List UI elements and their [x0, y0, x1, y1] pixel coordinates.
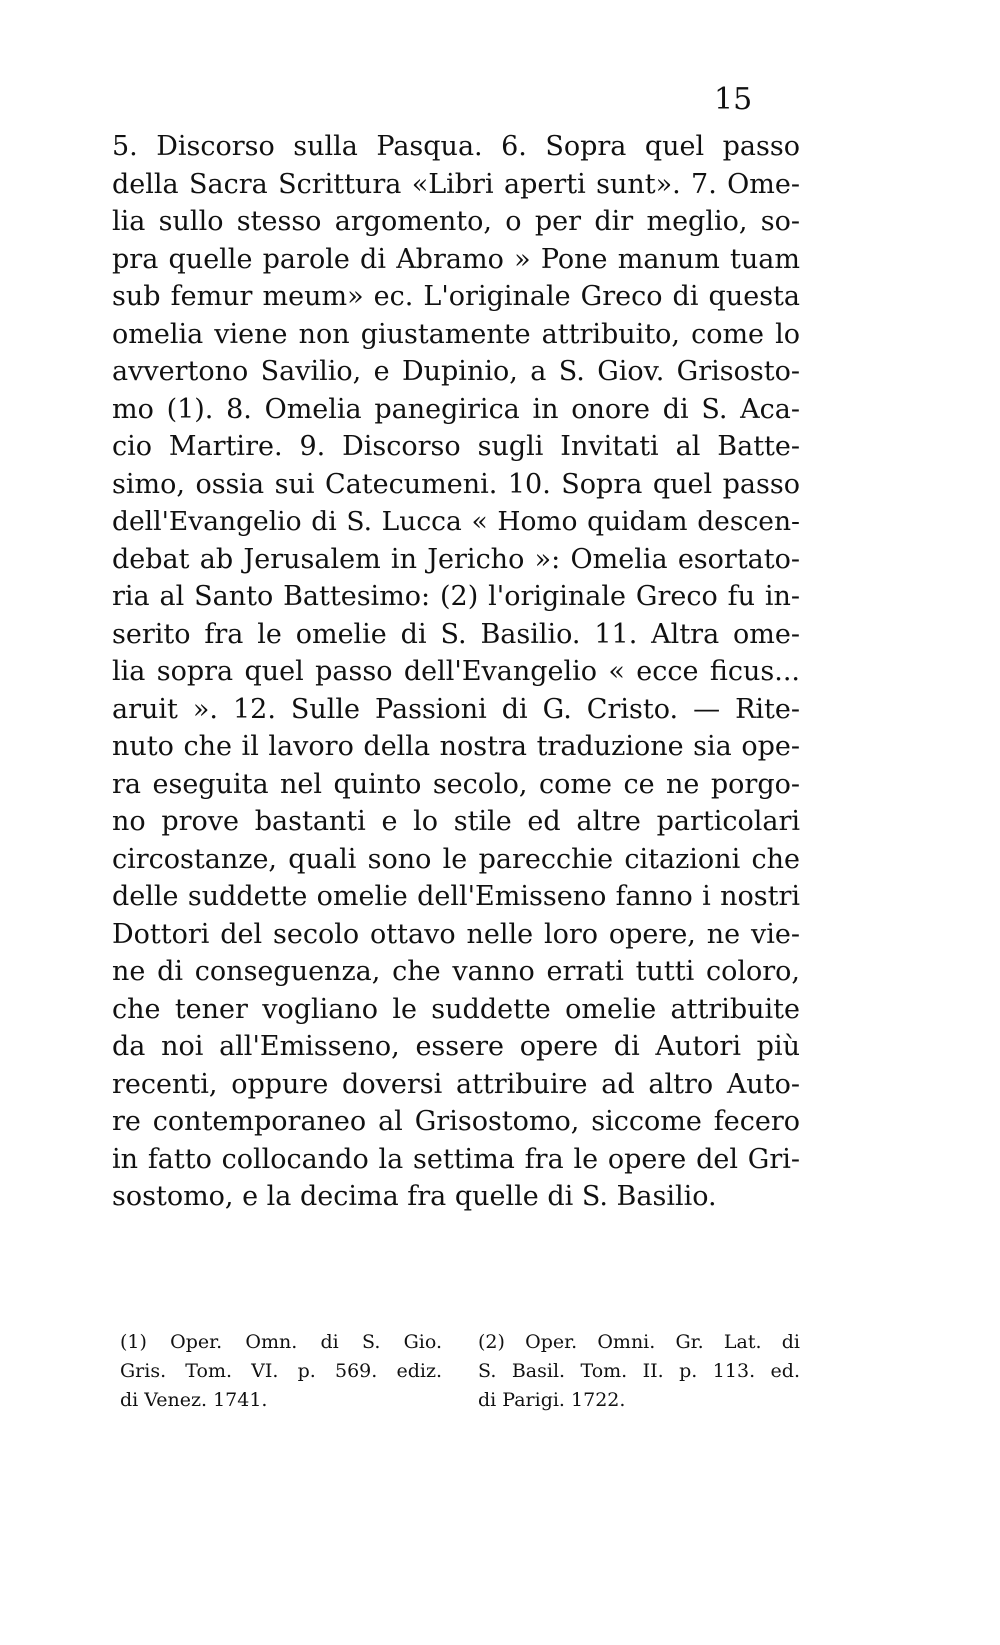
- body-line: no prove bastanti e lo stile ed altre particolari: [112, 806, 800, 837]
- body-line: che tener vogliano le suddette omelie attribuite: [112, 993, 800, 1025]
- body-line: recenti, oppure doversi attribuire ad altro Auto-: [112, 1068, 800, 1100]
- footnotes: [120, 1328, 800, 1415]
- page-number: 15: [714, 82, 753, 117]
- footnote-line: Gris. Tom. VI. p. 569. ediz.: [120, 1360, 442, 1382]
- body-line: serito fra le omelie di S. Basilio. 11. Altra ome-: [112, 618, 800, 650]
- body-line: avvertono Savilio, e Dupinio, a S. Giov. Grisosto-: [112, 356, 800, 387]
- body-line: omelia viene non giustamente attribuito, come lo: [112, 318, 800, 350]
- footnote-line: (2) Oper. Omni. Gr. Lat. di: [478, 1331, 800, 1353]
- body-line: delle suddette omelie dell'Emisseno fanno i nostri: [112, 881, 800, 912]
- body-line: lia sopra quel passo dell'Evangelio « ecce ficus...: [112, 656, 800, 687]
- body-line: da noi all'Emisseno, essere opere di Autori più: [112, 1031, 800, 1062]
- body-line: mo (1). 8. Omelia panegirica in onore di S. Aca-: [112, 393, 800, 425]
- body-line: cio Martire. 9. Discorso sugli Invitati al Batte-: [112, 431, 800, 462]
- body-line: della Sacra Scrittura «Libri aperti sunt». 7. Ome-: [112, 168, 800, 200]
- body-line: simo, ossia sui Catecumeni. 10. Sopra quel passo: [112, 468, 800, 500]
- body-line: sub femur meum» ec. L'originale Greco di questa: [112, 281, 800, 312]
- body-line: circostanze, quali sono le parecchie citazioni che: [112, 843, 800, 875]
- body-line: aruit ». 12. Sulle Passioni di G. Cristo. — Rite-: [112, 693, 800, 725]
- body-line: pra quelle parole di Abramo » Pone manum tuam: [112, 243, 800, 275]
- footnote-line: (1) Oper. Omn. di S. Gio.: [120, 1331, 442, 1353]
- body-text: [112, 128, 800, 1216]
- body-line: Dottori del secolo ottavo nelle loro opere, ne vie-: [112, 918, 800, 950]
- footnote-line: S. Basil. Tom. II. p. 113. ed.: [478, 1360, 800, 1382]
- footnote-2: [478, 1328, 800, 1415]
- body-line: 5. Discorso sulla Pasqua. 6. Sopra quel passo: [112, 131, 800, 162]
- body-line: in fatto collocando la settima fra le opere del Gri-: [112, 1143, 800, 1175]
- body-line: dell'Evangelio di S. Lucca « Homo quidam descen-: [112, 506, 800, 537]
- body-line: debat ab Jerusalem in Jericho »: Omelia esortato-: [112, 543, 800, 575]
- footnote-1: [120, 1328, 442, 1415]
- body-line: re contemporaneo al Grisostomo, siccome fecero: [112, 1106, 800, 1137]
- body-line: ria al Santo Battesimo: (2) l'originale Greco fu in-: [112, 581, 800, 612]
- body-line: ne di conseguenza, che vanno errati tutti coloro,: [112, 956, 800, 987]
- body-line: ra eseguita nel quinto secolo, come ce ne porgo-: [112, 768, 800, 800]
- body-line: lia sullo stesso argomento, o per dir meglio, so-: [112, 206, 800, 237]
- footnote-line: di Venez. 1741.: [120, 1389, 268, 1411]
- body-line: sostomo, e la decima fra quelle di S. Basilio.: [112, 1181, 717, 1212]
- body-line: nuto che il lavoro della nostra traduzione sia ope-: [112, 731, 800, 762]
- footnote-line: di Parigi. 1722.: [478, 1389, 626, 1411]
